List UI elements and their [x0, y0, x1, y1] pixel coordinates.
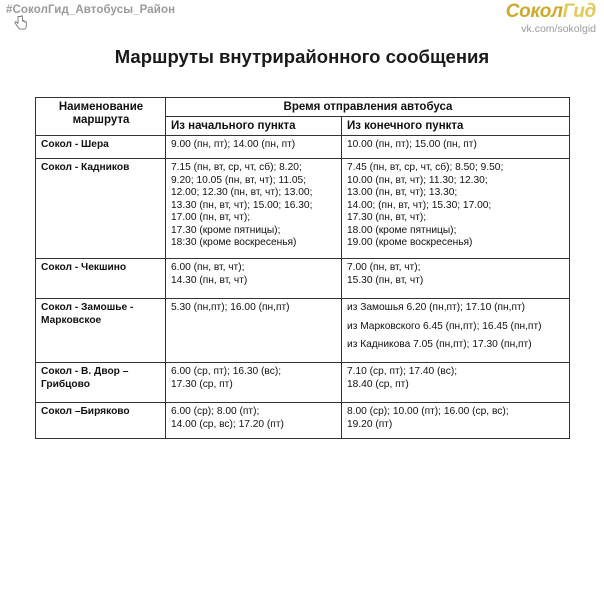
schedule-table	[35, 97, 570, 439]
column-header-from-end: Из конечного пункта	[342, 117, 570, 136]
times-from-start: 6.00 (ср); 8.00 (пт); 14.00 (ср, вс); 17.20 (пт)	[166, 403, 342, 439]
table-row	[36, 159, 570, 259]
table-row	[36, 363, 570, 403]
times-from-start: 6.00 (ср, пт); 16.30 (вс); 17.30 (ср, пт)	[166, 363, 342, 403]
hand-cursor-icon	[14, 15, 28, 31]
times-from-start: 7.15 (пн, вт, ср, чт, сб); 8.20; 9.20; 10.05 (пн, вт, чт); 11.05; 12.00; 12.30 (пн, вт, чт); 13.00; 13.30 (пн, вт, чт); 15.00; 16.30; 17.00 (пн, вт, чт); 17.30 (кроме пятницы); 18:30 (кроме воскресенья)	[166, 159, 342, 259]
times-from-start: 5.30 (пн,пт); 16.00 (пн,пт)	[166, 299, 342, 363]
times-from-end: 7.00 (пн, вт, чт); 15.30 (пн, вт, чт)	[342, 259, 570, 299]
table-row	[36, 259, 570, 299]
times-from-end: 7.10 (ср, пт); 17.40 (вс); 18.40 (ср, пт)	[342, 363, 570, 403]
hashtag-link[interactable]: #СоколГид_Автобусы_Район	[6, 4, 176, 16]
column-header-from-start: Из начального пункта	[166, 117, 342, 136]
brand-logo: СоколГид	[505, 1, 596, 22]
times-from-end: из Замошья 6.20 (пн,пт); 17.10 (пн,пт) из Марковского 6.45 (пн,пт); 16.45 (пн,пт) из Кадникова 7.05 (пн,пт); 17.30 (пн,пт)	[342, 299, 570, 363]
table-row	[36, 403, 570, 439]
column-header-departure-time: Время отправления автобуса	[166, 98, 570, 117]
column-header-route-name: Наименование маршрута	[36, 98, 166, 136]
page-title: Маршруты внутрирайонного сообщения	[114, 46, 490, 67]
route-name: Сокол - Чекшино	[36, 259, 166, 299]
route-name: Сокол - Замошье - Марковское	[36, 299, 166, 363]
route-name: Сокол –Биряково	[36, 403, 166, 439]
times-from-end: 7.45 (пн, вт, ср, чт, сб); 8.50; 9.50; 10.00 (пн, вт, чт); 11.30; 12.30; 13.00 (пн, вт, чт); 13.30; 14.00; (пн, вт, чт); 15.30; 17.00; 17.30 (пн, вт, чт); 18.00 (кроме пятницы); 19.00 (кроме воскресенья)	[342, 159, 570, 259]
table-row	[36, 136, 570, 159]
brand-url[interactable]: vk.com/sokolgid	[521, 23, 596, 35]
route-name: Сокол - В. Двор – Грибцово	[36, 363, 166, 403]
times-from-end: 10.00 (пн, пт); 15.00 (пн, пт)	[342, 136, 570, 159]
times-from-start: 6.00 (пн, вт, чт); 14.30 (пн, вт, чт)	[166, 259, 342, 299]
route-name: Сокол - Шера	[36, 136, 166, 159]
table-row	[36, 299, 570, 363]
times-from-end: 8.00 (ср); 10.00 (пт); 16.00 (ср, вс); 19.20 (пт)	[342, 403, 570, 439]
route-name: Сокол - Кадников	[36, 159, 166, 259]
brand-block	[506, 2, 596, 35]
times-from-start: 9.00 (пн, пт); 14.00 (пн, пт)	[166, 136, 342, 159]
